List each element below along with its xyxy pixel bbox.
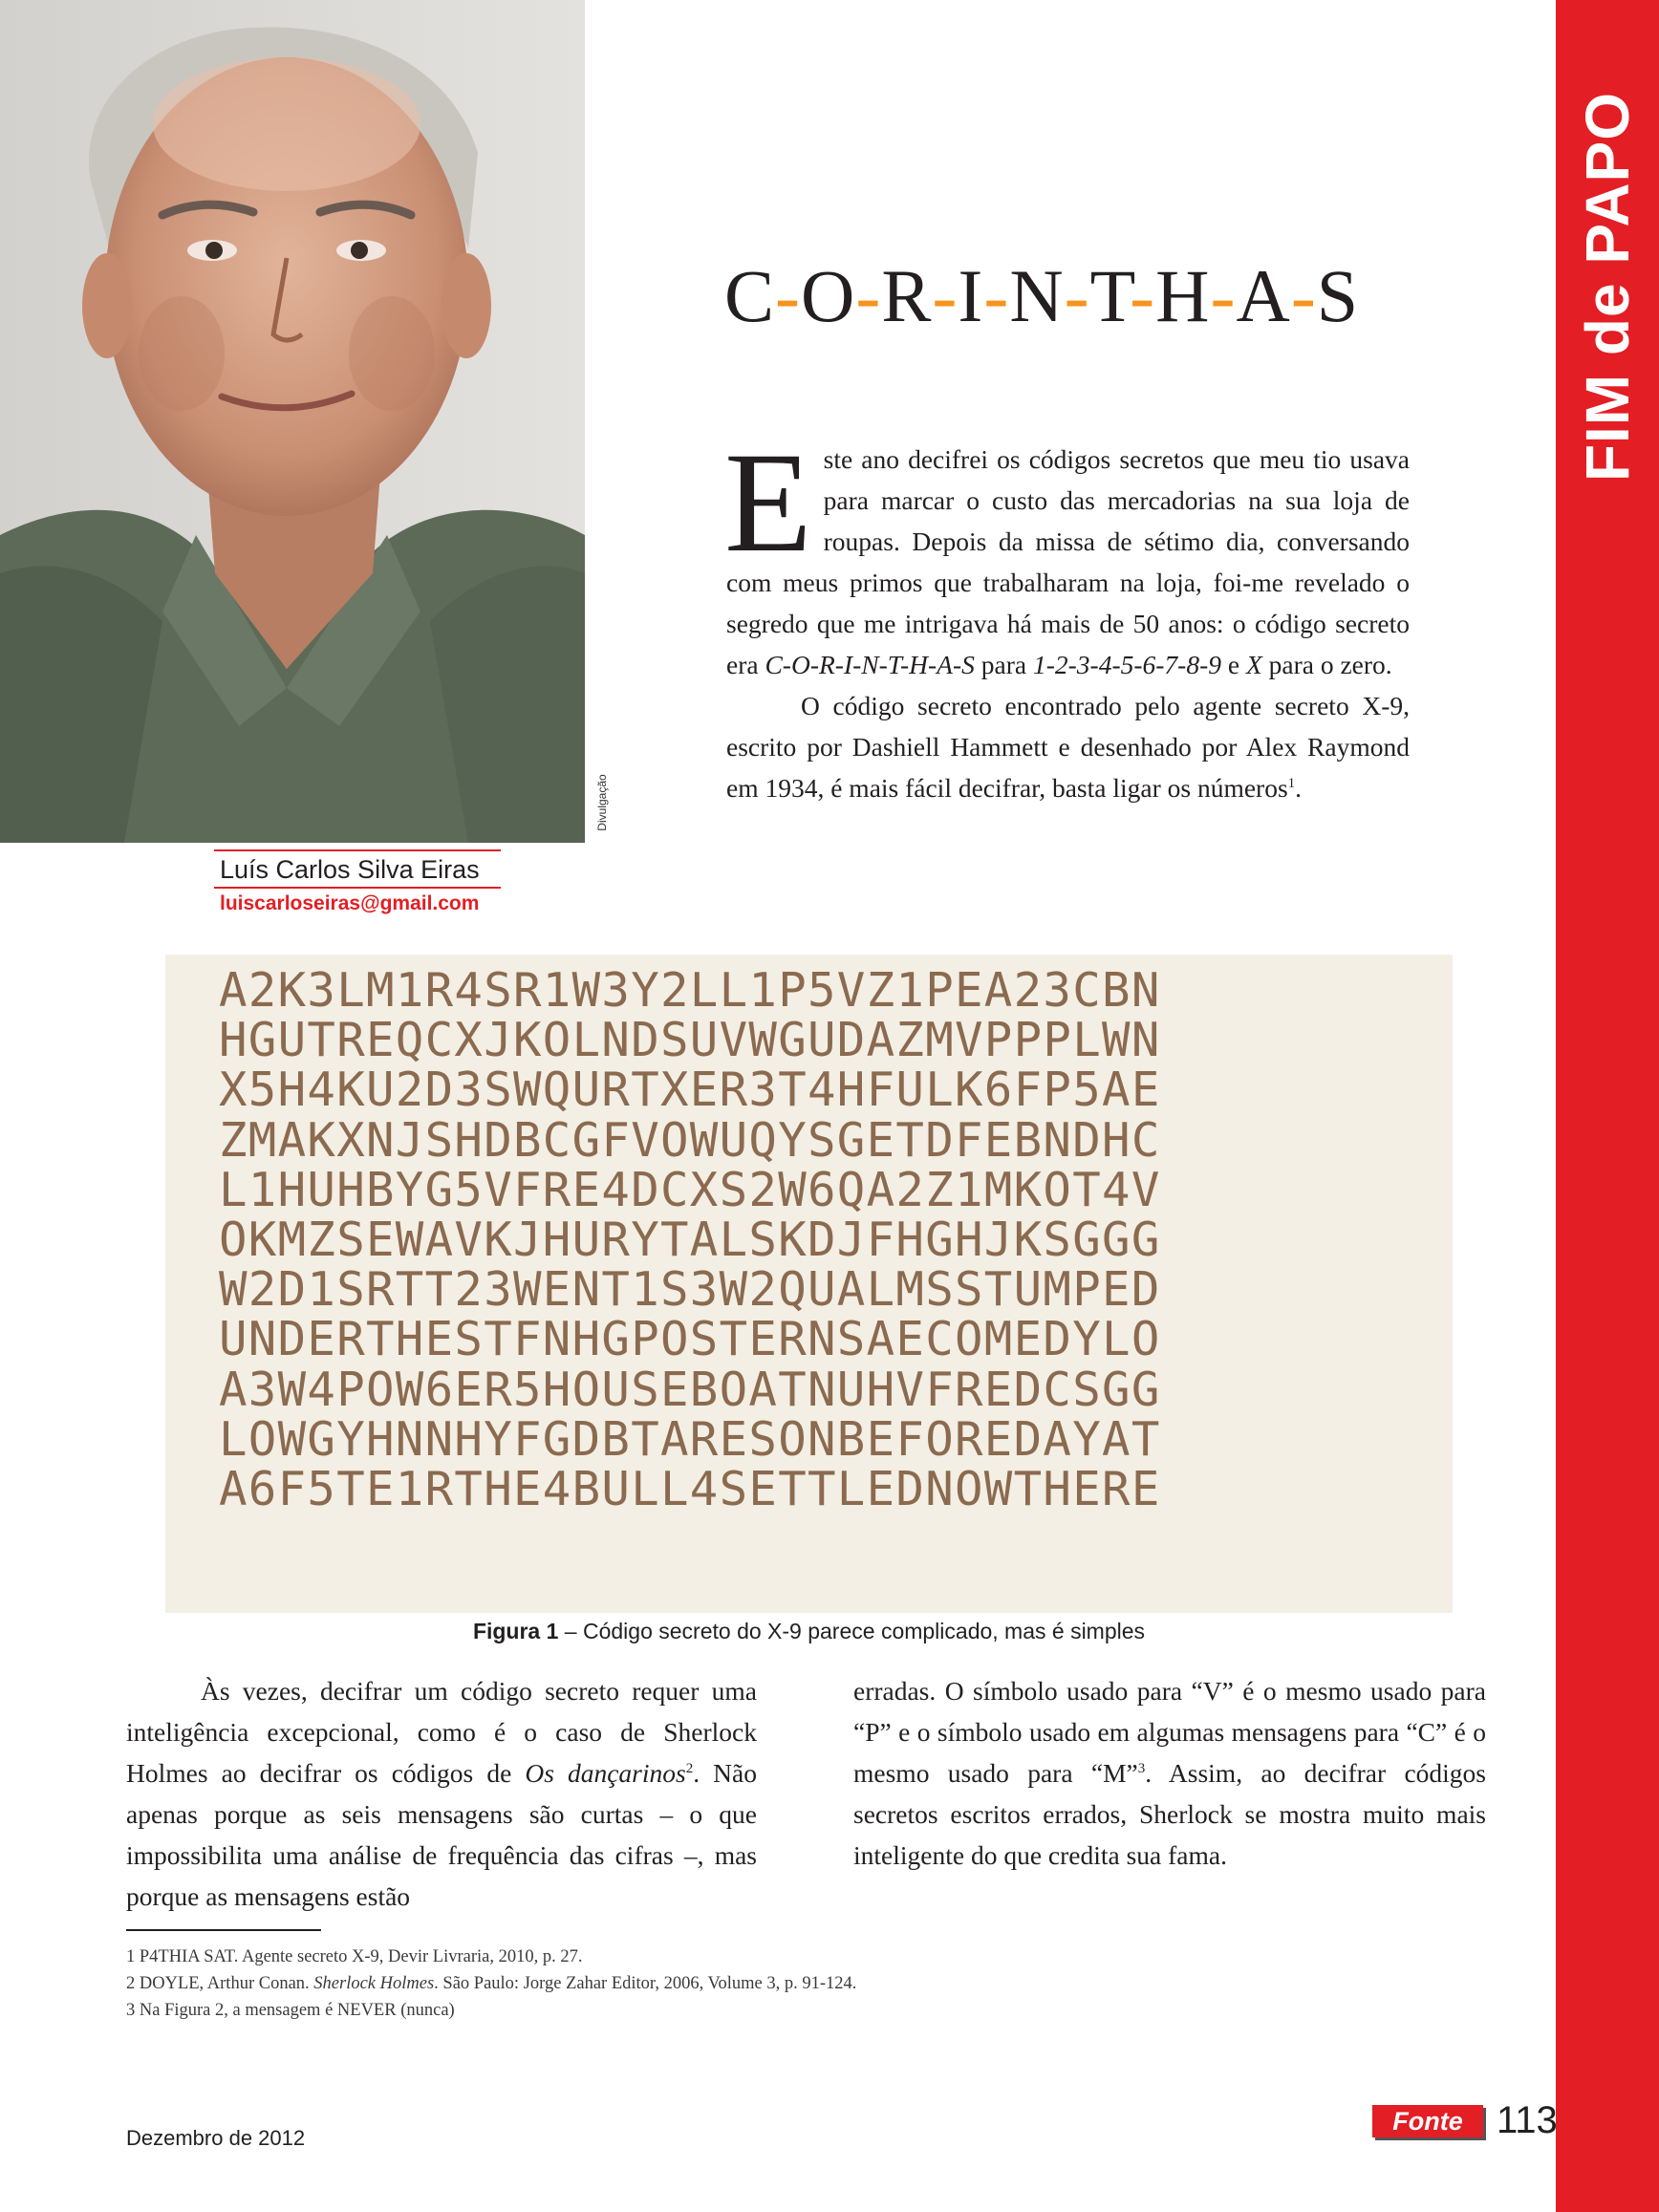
- intro-text: [724, 423, 1410, 808]
- title-letter: C: [724, 254, 776, 337]
- drop-cap: E: [724, 423, 812, 582]
- title-letter: I: [958, 254, 984, 337]
- author-portrait-illustration: [0, 0, 585, 843]
- title-letter: S: [1316, 254, 1360, 337]
- cipher-row: W2D1SRTT23WENT1S3W2QUALMSSTUMPED: [219, 1262, 1161, 1318]
- title-dash: -: [1130, 254, 1156, 337]
- title-dash: -: [1290, 254, 1317, 337]
- magazine-logo: Fonte: [1372, 2105, 1483, 2137]
- figure-caption: [165, 1619, 1453, 1644]
- footnote-divider: [126, 1929, 321, 1931]
- cipher-row: UNDERTHESTFNHGPOSTERNSAECOMEDYLO: [219, 1312, 1161, 1367]
- title-dash: -: [983, 254, 1010, 337]
- figure-caption-label: Figura 1: [472, 1619, 559, 1643]
- body-column-right: erradas. O símbolo usado para “V” é o mesmo usado para “P” e o símbolo usado em algumas mensagens para “C” é o mesmo usado para “M”$^3$. Assim, ao decifrar códigos secretos escritos errados, Sherlock se mostra muito mais inteligente do que credita sua fama.: [853, 1676, 1487, 1870]
- title-letter: O: [801, 254, 856, 337]
- figure-caption-text: – Código secreto do X-9 parece complicado, mas é simples: [558, 1619, 1146, 1643]
- title-dash: -: [1064, 254, 1090, 337]
- title-letter: A: [1236, 254, 1291, 337]
- cipher-row: LOWGYHNNHYFGDBTARESONBEFOREDAYAT: [219, 1411, 1161, 1467]
- cipher-row: A6F5TE1RTHE4BULL4SETTLEDNOWTHERE: [219, 1462, 1161, 1517]
- title-dash: -: [932, 254, 959, 337]
- section-band: [1556, 0, 1659, 2212]
- author-email-link[interactable]: luiscarloseiras@gmail.com: [220, 892, 480, 914]
- page-number: 113: [1497, 2099, 1558, 2141]
- title-dash: -: [855, 254, 882, 337]
- section-label: FIM de PAPO: [1573, 91, 1642, 483]
- cipher-grid: [219, 963, 1404, 1517]
- intro-paragraph-2: O código secreto encontrado pelo agente secreto X-9, escrito por Dashiell Hammett e desenhado por Alex Raymond em 1934, é mais fácil decifrar, basta ligar os números$^1$.: [726, 691, 1410, 803]
- cipher-row: L1HUHBYG5VFRE4DCXS2W6QA2Z1MKOT4V: [219, 1162, 1161, 1217]
- photo-credit: [589, 764, 615, 841]
- intro-paragraph-1: Este ano decifrei os códigos secretos que meu tio usava para marcar o custo das mercadorias na sua loja de roupas. Depois da missa de sétimo dia, conversando com meus primos que trabalharam na loja, foi-me revelado o segredo que me intrigava há mais de 50 anos: o código secreto era C-O-R-I-N-T-H-A-S para 1-2-3-4-5-6-7-8-9 e X para o zero.: [724, 423, 1410, 679]
- footnote-ref-1: 1: [1287, 775, 1296, 791]
- figure-1-cipher-image: [165, 955, 1453, 1613]
- title-letter: H: [1155, 254, 1211, 337]
- cipher-row: ZMAKXNJSHDBCGFVOWUQYSGETDFEBNDHC: [219, 1112, 1161, 1168]
- cipher-row: HGUTREQCXJKOLNDSUVWGUDAZMVPPPLWN: [219, 1013, 1161, 1068]
- footnote-3: 3 Na Figura 2, a mensagem é NEVER (nunca): [126, 2001, 455, 2020]
- cipher-row: OKMZSEWAVKJHURYTALSKDJFHGHJKSGGG: [219, 1213, 1161, 1268]
- body-column-left: Às vezes, decifrar um código secreto requer uma inteligência excepcional, como é o caso de Sherlock Holmes ao decifrar os códigos de Os dançarinos$^2$. Não apenas porque as seis mensagens são curtas – o que impossibilita uma análise de frequência das cifras –, mas porque as mensagens estão: [126, 1676, 757, 1911]
- author-info: [214, 849, 501, 915]
- cipher-row: A2K3LM1R4SR1W3Y2LL1P5VZ1PEA23CBN: [219, 963, 1161, 1018]
- cipher-row: X5H4KU2D3SWQURTXER3T4HFULK6FP5AE: [219, 1063, 1161, 1118]
- photo-credit-text: Divulgação: [595, 774, 609, 831]
- title-letter: N: [1009, 254, 1065, 337]
- article-title: [724, 250, 1432, 342]
- footnote-ref-3: 3: [1137, 1760, 1146, 1776]
- footnotes: [126, 1944, 1082, 2024]
- title-letter: R: [881, 254, 933, 337]
- footnote-ref-2: 2: [685, 1760, 694, 1776]
- author-photo: [0, 0, 585, 843]
- cipher-row: A3W4POW6ER5HOUSEBOATNUHVFREDCSGG: [219, 1362, 1161, 1417]
- author-name: Luís Carlos Silva Eiras: [214, 849, 501, 889]
- title-letter: T: [1089, 254, 1131, 337]
- title-dash: -: [1210, 254, 1237, 337]
- title-dash: -: [775, 254, 802, 337]
- footnote-1: 1 P4THIA SAT. Agente secreto X-9, Devir Livraria, 2010, p. 27.: [126, 1947, 583, 1966]
- footnote-2: 2 DOYLE, Arthur Conan. Sherlock Holmes. São Paulo: Jorge Zahar Editor, 2006, Volume 3, p. 91-124.: [126, 1974, 857, 1993]
- issue-date: Dezembro de 2012: [126, 2126, 306, 2150]
